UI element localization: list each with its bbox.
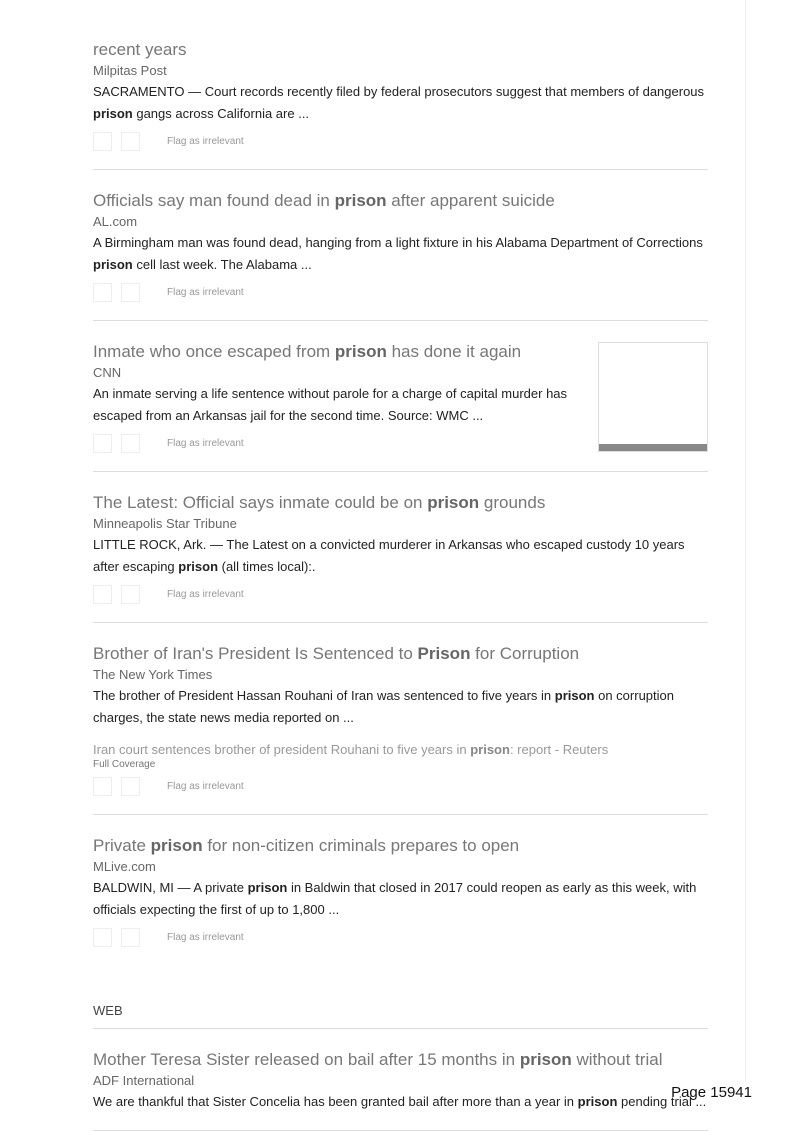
keyword-highlight: prison bbox=[519, 1050, 572, 1069]
article-snippet bbox=[93, 232, 708, 276]
text-segment: recent years bbox=[93, 40, 187, 59]
article-title-link[interactable] bbox=[93, 1049, 708, 1071]
article-title-link[interactable] bbox=[93, 190, 708, 212]
text-segment: An inmate serving a life sentence without parole for a charge of capital murder has escaped from an Arkansas jail for the second time. Source: WMC ... bbox=[93, 386, 568, 423]
keyword-highlight: prison bbox=[577, 1094, 618, 1109]
alert-list bbox=[93, 19, 708, 1109]
article-source: The New York Times bbox=[93, 667, 213, 682]
article-snippet bbox=[93, 877, 708, 921]
twitter-icon[interactable] bbox=[121, 585, 140, 604]
flag-row bbox=[93, 775, 708, 797]
article-source: ADF International bbox=[93, 1073, 195, 1088]
share-icon[interactable] bbox=[93, 434, 112, 453]
article-source: MLive.com bbox=[93, 859, 156, 874]
flag-as-irrelevant-link[interactable]: Flag as irrelevant bbox=[167, 286, 244, 298]
flag-as-irrelevant-link[interactable]: Flag as irrelevant bbox=[167, 437, 244, 449]
flag-as-irrelevant-link[interactable]: Flag as irrelevant bbox=[167, 135, 244, 147]
keyword-highlight: prison bbox=[554, 688, 595, 703]
article-title-link[interactable] bbox=[93, 835, 708, 857]
share-icon[interactable] bbox=[93, 585, 112, 604]
text-segment: Iran court sentences brother of president Rouhani to five years in bbox=[93, 742, 471, 757]
text-segment: Inmate who once escaped from bbox=[93, 342, 335, 361]
text-segment: LITTLE ROCK, Ark. — The Latest on a convicted murderer in Arkansas who escaped custody 10 years after escaping bbox=[93, 537, 685, 574]
text-segment: BALDWIN, MI — A private bbox=[93, 880, 248, 895]
text-segment: (all times local):. bbox=[218, 559, 316, 574]
text-segment: Private bbox=[93, 836, 151, 855]
page-border bbox=[745, 0, 746, 1082]
text-segment: The Latest: Official says inmate could be on bbox=[93, 493, 428, 512]
related-coverage-link[interactable] bbox=[93, 741, 708, 759]
article-snippet bbox=[93, 81, 708, 125]
share-icon[interactable] bbox=[93, 283, 112, 302]
keyword-highlight: prison bbox=[334, 191, 387, 210]
keyword-highlight: prison bbox=[93, 257, 133, 272]
text-segment: for Corruption bbox=[470, 644, 580, 663]
text-segment: pending trial ... bbox=[617, 1094, 707, 1109]
text-segment: The brother of President Hassan Rouhani of Iran was sentenced to five years in bbox=[93, 688, 555, 703]
share-icon[interactable] bbox=[93, 132, 112, 151]
keyword-highlight: prison bbox=[427, 493, 480, 512]
text-segment: in Baldwin that closed in 2017 could reopen as early as this week, with officials expecting the first of up to 1,800 ... bbox=[93, 880, 697, 917]
text-segment: Mother Teresa Sister released on bail after 15 months in bbox=[93, 1050, 520, 1069]
text-segment: has done it again bbox=[386, 342, 522, 361]
article-source: Milpitas Post bbox=[93, 63, 167, 78]
keyword-highlight: prison bbox=[247, 880, 288, 895]
text-segment: Officials say man found dead in bbox=[93, 191, 335, 210]
twitter-icon[interactable] bbox=[121, 434, 140, 453]
article-snippet bbox=[93, 383, 583, 427]
article-title-link[interactable] bbox=[93, 341, 583, 363]
news-article bbox=[93, 321, 708, 472]
keyword-highlight: prison bbox=[470, 742, 510, 757]
article-title-link[interactable] bbox=[93, 492, 708, 514]
twitter-icon[interactable] bbox=[121, 283, 140, 302]
thumbnail-caption-bar bbox=[599, 444, 707, 451]
text-segment: : report - Reuters bbox=[509, 742, 609, 757]
keyword-highlight: prison bbox=[150, 836, 203, 855]
text-segment: for non-citizen criminals prepares to open bbox=[202, 836, 520, 855]
text-segment: cell last week. The Alabama ... bbox=[132, 257, 312, 272]
news-article bbox=[93, 472, 708, 623]
flag-row bbox=[93, 130, 708, 152]
flag-row bbox=[93, 926, 708, 948]
share-icon[interactable] bbox=[93, 777, 112, 796]
news-article bbox=[93, 170, 708, 321]
keyword-highlight: prison bbox=[334, 342, 387, 361]
flag-as-irrelevant-link[interactable]: Flag as irrelevant bbox=[167, 780, 244, 792]
keyword-highlight: Prison bbox=[417, 644, 471, 663]
full-coverage-link[interactable]: Full Coverage bbox=[93, 759, 156, 770]
page-number: Page 15941 bbox=[671, 1084, 752, 1101]
text-segment: grounds bbox=[479, 493, 546, 512]
text-segment: without trial bbox=[571, 1050, 663, 1069]
flag-row bbox=[93, 281, 708, 303]
text-segment: A Birmingham man was found dead, hanging from a light fixture in his Alabama Department of Corrections bbox=[93, 235, 703, 250]
share-icon[interactable] bbox=[93, 928, 112, 947]
text-segment: after apparent suicide bbox=[386, 191, 555, 210]
article-thumbnail[interactable] bbox=[598, 342, 708, 452]
text-segment: SACRAMENTO — Court records recently filed by federal prosecutors suggest that members of dangerous bbox=[93, 84, 705, 99]
text-segment: Brother of Iran's President Is Sentenced to bbox=[93, 644, 418, 663]
article-source: Minneapolis Star Tribune bbox=[93, 516, 237, 531]
text-segment: gangs across California are ... bbox=[132, 106, 310, 121]
article-snippet bbox=[93, 534, 708, 578]
text-segment: on corruption charges, the state news media reported on ... bbox=[93, 688, 674, 725]
news-article bbox=[93, 1029, 708, 1131]
flag-as-irrelevant-link[interactable]: Flag as irrelevant bbox=[167, 931, 244, 943]
text-segment: We are thankful that Sister Concelia has been granted bail after more than a year in bbox=[93, 1094, 578, 1109]
twitter-icon[interactable] bbox=[121, 777, 140, 796]
article-source: CNN bbox=[93, 365, 122, 380]
article-title-link[interactable] bbox=[93, 39, 708, 61]
keyword-highlight: prison bbox=[93, 106, 133, 121]
news-article bbox=[93, 19, 708, 170]
twitter-icon[interactable] bbox=[121, 928, 140, 947]
keyword-highlight: prison bbox=[178, 559, 219, 574]
section-label-web: WEB bbox=[93, 965, 708, 1029]
news-article bbox=[93, 815, 708, 965]
news-article bbox=[93, 623, 708, 815]
article-snippet bbox=[93, 685, 708, 729]
article-snippet bbox=[93, 1091, 708, 1113]
flag-as-irrelevant-link[interactable]: Flag as irrelevant bbox=[167, 588, 244, 600]
article-source: AL.com bbox=[93, 214, 138, 229]
article-title-link[interactable] bbox=[93, 643, 708, 665]
twitter-icon[interactable] bbox=[121, 132, 140, 151]
flag-row bbox=[93, 583, 708, 605]
